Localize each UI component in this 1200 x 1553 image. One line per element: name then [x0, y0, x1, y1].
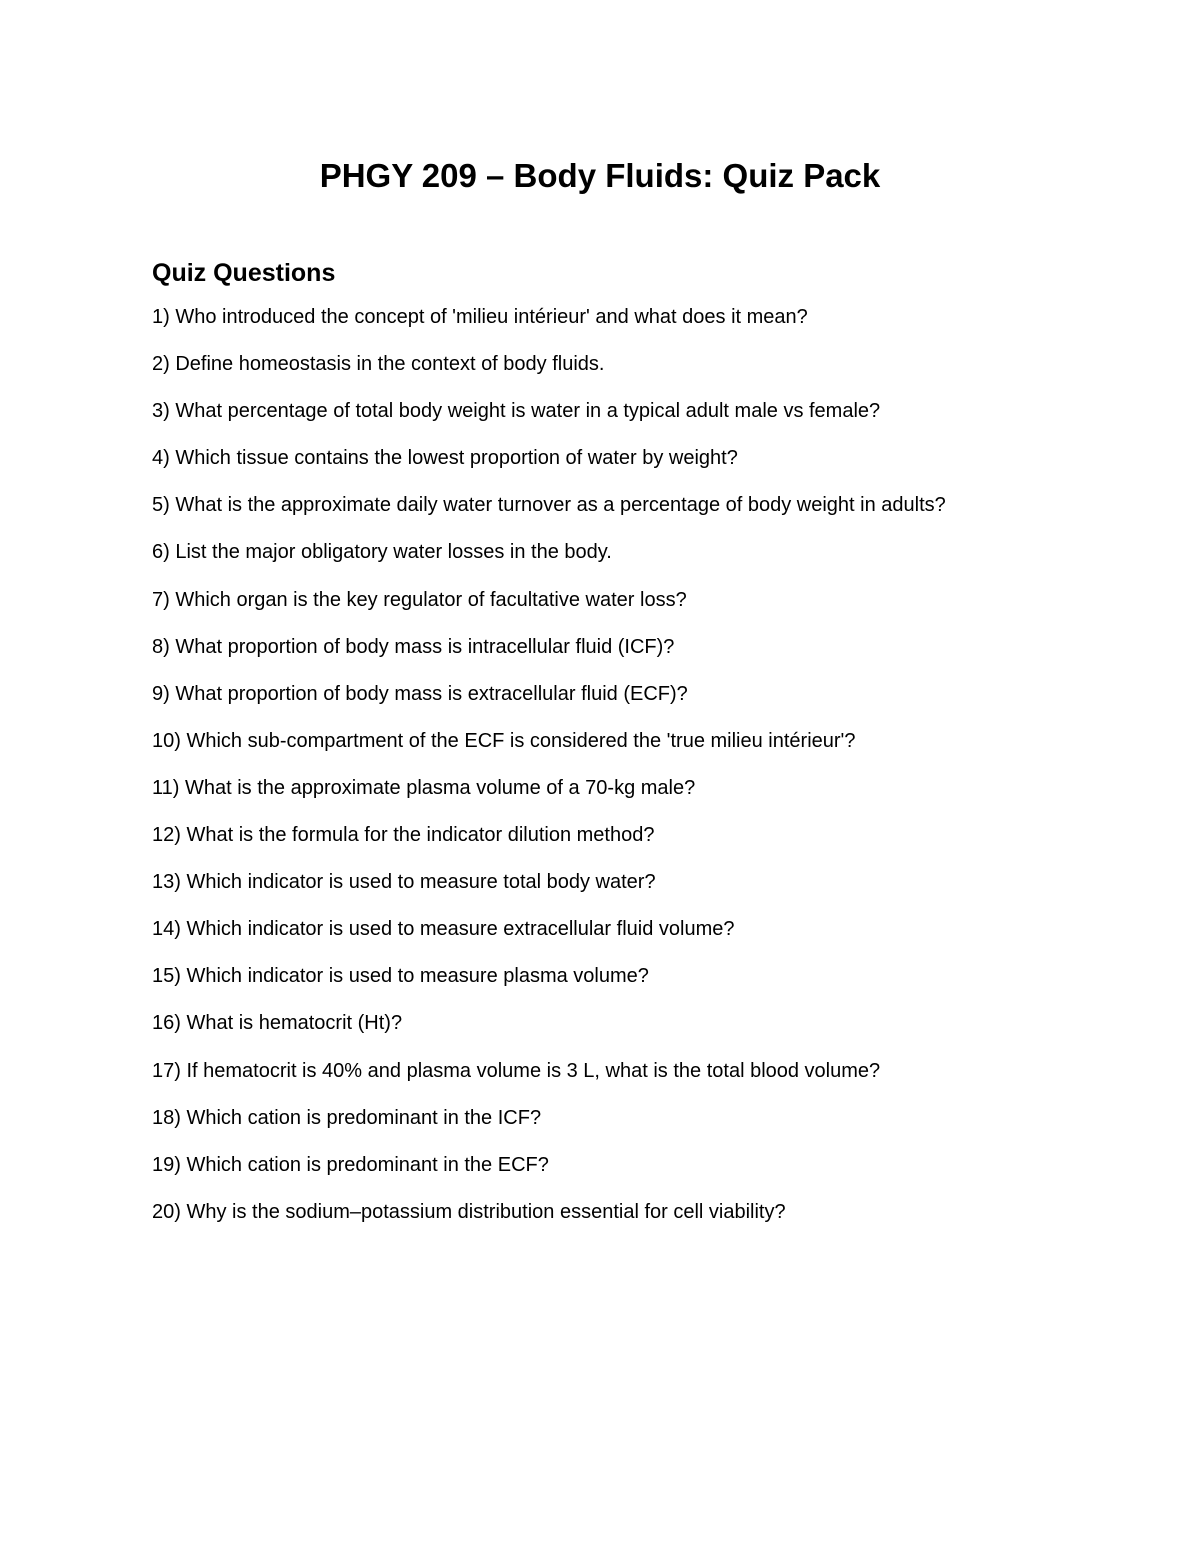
question-item: 6) List the major obligatory water losses in the body.	[152, 541, 612, 564]
document-title: PHGY 209 – Body Fluids: Quiz Pack	[319, 157, 881, 194]
question-item: 15) Which indicator is used to measure plasma volume?	[152, 965, 649, 988]
question-item: 19) Which cation is predominant in the ECF?	[152, 1153, 549, 1176]
question-list	[152, 301, 1112, 1243]
question-item: 3) What percentage of total body weight is water in a typical adult male vs female?	[152, 400, 881, 423]
question-item: 16) What is hematocrit (Ht)?	[152, 1012, 403, 1035]
question-item: 9) What proportion of body mass is extracellular fluid (ECF)?	[152, 682, 688, 705]
question-item: 13) Which indicator is used to measure total body water?	[152, 871, 656, 894]
question-item: 20) Why is the sodium–potassium distribution essential for cell viability?	[152, 1200, 786, 1223]
question-item: 2) Define homeostasis in the context of body fluids.	[152, 353, 605, 376]
question-item: 7) Which organ is the key regulator of facultative water loss?	[152, 588, 687, 611]
question-item: 14) Which indicator is used to measure extracellular fluid volume?	[152, 918, 735, 941]
question-item: 11) What is the approximate plasma volume of a 70-kg male?	[152, 776, 696, 799]
section-heading: Quiz Questions	[152, 259, 336, 287]
question-item: 5) What is the approximate daily water turnover as a percentage of body weight in adults?	[152, 494, 946, 517]
question-item: 12) What is the formula for the indicator dilution method?	[152, 824, 655, 847]
question-item: 8) What proportion of body mass is intracellular fluid (ICF)?	[152, 635, 675, 658]
question-item: 10) Which sub-compartment of the ECF is considered the 'true milieu intérieur'?	[152, 729, 856, 752]
question-item: 4) Which tissue contains the lowest proportion of water by weight?	[152, 447, 738, 470]
question-item: 18) Which cation is predominant in the ICF?	[152, 1106, 542, 1129]
question-item: 1) Who introduced the concept of 'milieu intérieur' and what does it mean?	[152, 306, 808, 328]
question-item: 17) If hematocrit is 40% and plasma volume is 3 L, what is the total blood volume?	[152, 1059, 881, 1082]
